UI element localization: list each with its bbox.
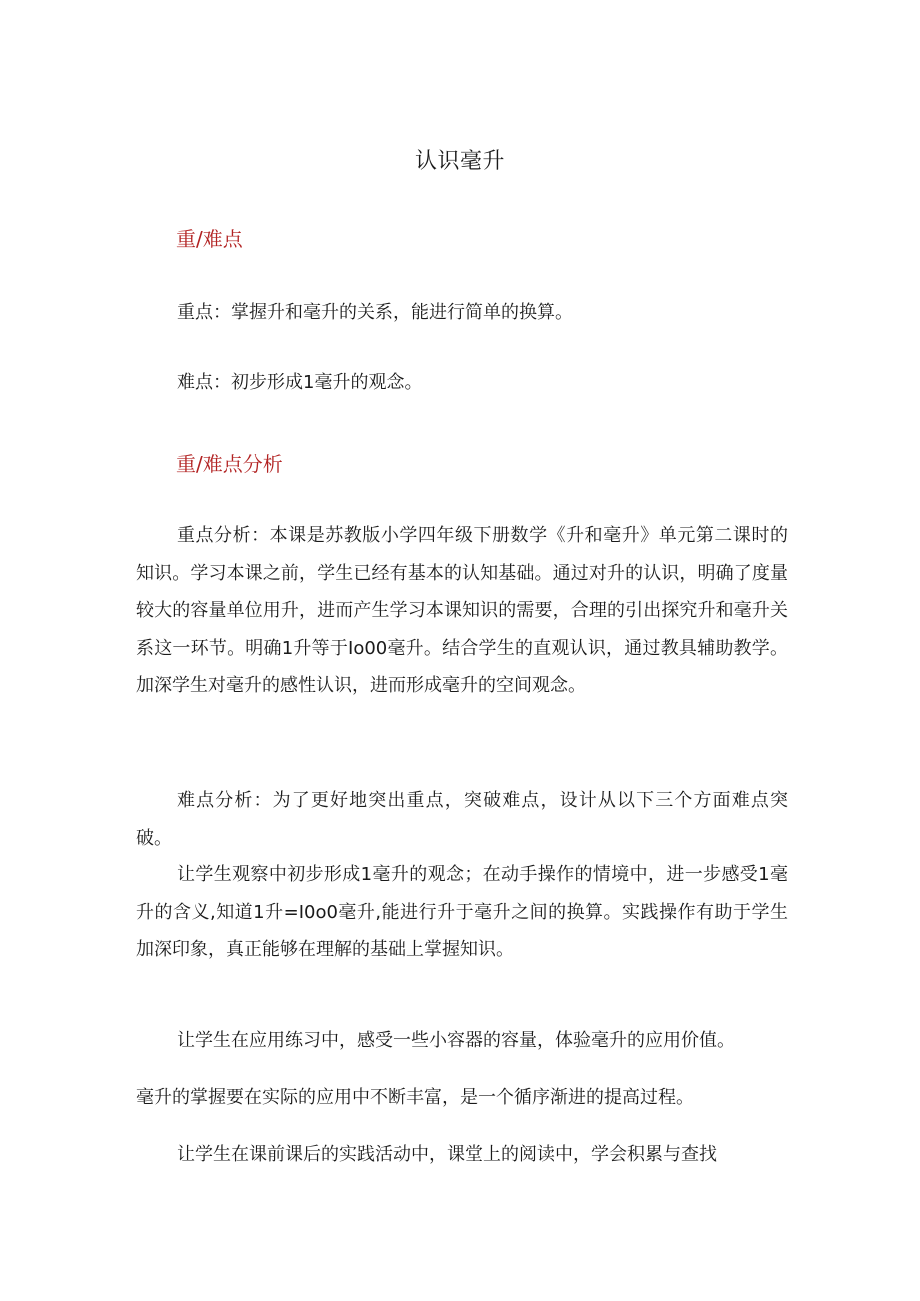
paragraph-application: 让学生在应用练习中，感受一些小容器的容量，体验毫升的应用价值。 <box>177 1030 735 1051</box>
paragraph-difficulty-analysis: 难点分析：为了更好地突出重点，突破难点，设计从以下三个方面难点突破。 <box>136 790 788 849</box>
paragraph-practice: 让学生在课前课后的实践活动中，课堂上的阅读中，学会积累与查找 <box>177 1144 717 1165</box>
section-heading-analysis: 重/难点分析 <box>176 452 283 476</box>
paragraph-key-point: 重点：掌握升和毫升的关系，能进行简单的换算。 <box>177 302 573 323</box>
paragraph-difficult-point: 难点：初步形成1毫升的观念。 <box>177 372 423 393</box>
section-heading-key-points: 重/难点 <box>176 227 243 251</box>
paragraph-key-analysis: 重点分析：本课是苏教版小学四年级下册数学《升和毫升》单元第二课时的知识。学习本课之前，学生已经有基本的认知基础。通过对升的认识，明确了度量较大的容量单位用升，进而产生学习本课知识的需要，合理的引出探究升和毫升关系这一环节。明确1升等于Io00毫升。结合学生的直观认识，通过教具辅助教学。加深学生对毫升的感性认识，进而形成毫升的空间观念。 <box>136 525 788 697</box>
paragraph-observation: 让学生观察中初步形成1毫升的观念；在动手操作的情境中，进一步感受1毫升的含义,知道1升=I0o0毫升,能进行升于毫升之间的换算。实践操作有助于学生加深印象，真正能够在理解的基础上掌握知识。 <box>136 864 788 961</box>
paragraph-mastery: 毫升的掌握要在实际的应用中不断丰富，是一个循序渐进的提高过程。 <box>136 1087 694 1108</box>
document-title: 认识毫升 <box>414 149 505 174</box>
